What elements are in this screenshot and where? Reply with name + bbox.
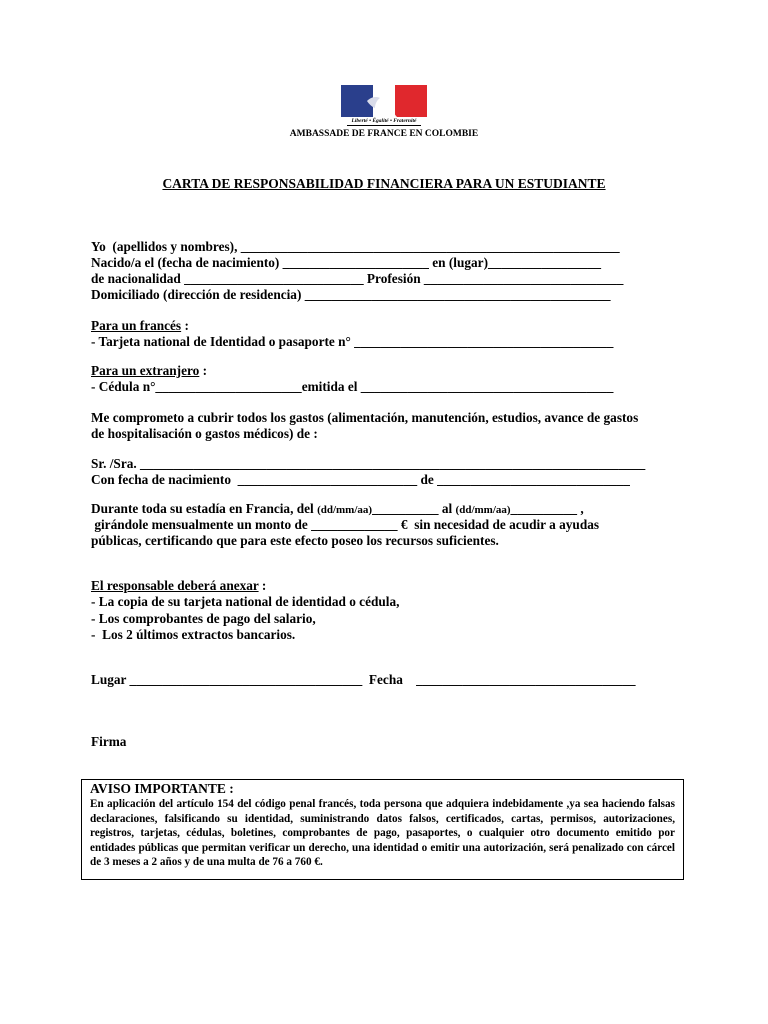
- frances-heading-text: Para un francés: [91, 318, 182, 333]
- compromiso-line-1: Me comprometo a cubrir todos los gastos (alimentación, manutención, estudios, avance de gastos: [91, 410, 639, 425]
- estadia-line-1[interactable]: [91, 501, 584, 518]
- extranjero-heading: [91, 363, 207, 379]
- identity-address-line[interactable]: Domiciliado (dirección de residencia) ______________________________________________: [91, 287, 611, 302]
- motto-divider: [347, 125, 421, 126]
- lugar-fecha-line[interactable]: Lugar ___________________________________ Fecha _________________________________: [91, 672, 636, 687]
- estadia-line-2[interactable]: girándole mensualmente un monto de _____________ € sin necesidad de acudir a ayudas: [91, 517, 600, 532]
- aviso-importante-box: [81, 779, 684, 880]
- beneficiario-name-line[interactable]: Sr. /Sra. ____________________________________________________________________________: [91, 456, 646, 471]
- identity-name-line[interactable]: Yo (apellidos y nombres), _________________________________________________________: [91, 239, 620, 254]
- extranjero-heading-colon: :: [199, 363, 208, 378]
- document-title: [0, 176, 768, 192]
- motto-text: Liberté • Égalité • Fraternité: [351, 118, 417, 124]
- aviso-text: En aplicación del artículo 154 del código penal francés, toda persona que adquiera indebidamente ,ya sea haciendo falsas declaraciones, falsificando su identidad, suministrando datos falsos, certificados, cartas, permisos, autorizaciones, registros, tarjetas, cédulas, boletines, comprobantes de pago, pasaportes, o cualquier otro documento emitido por entidades públicas que permitan verificar un derecho, una identidad o emitir una autorización, será penalizado con cárcel de 3 meses a 2 años y de una multa de 76 a 760 €.: [90, 798, 675, 869]
- anexar-heading-text: El responsable deberá anexar: [91, 578, 259, 593]
- estadia-text-e: __________ ,: [510, 501, 584, 516]
- identity-nationality-line[interactable]: de nacionalidad ___________________________ Profesión ______________________________: [91, 271, 624, 286]
- identity-birth-line[interactable]: Nacido/a el (fecha de nacimiento) ______________________ en (lugar)_________________: [91, 255, 602, 270]
- estadia-line-3: públicas, certificando que para este efecto poseo los recursos suficientes.: [91, 533, 499, 548]
- estadia-format-from: (dd/mm/aa): [317, 504, 373, 516]
- aviso-title: AVISO IMPORTANTE :: [90, 781, 234, 796]
- tricolor-flag-icon: [341, 85, 427, 117]
- document-title-text: CARTA DE RESPONSABILIDAD FINANCIERA PARA UN ESTUDIANTE: [162, 176, 606, 191]
- frances-heading-colon: :: [181, 318, 189, 333]
- beneficiario-birth-line[interactable]: Con fecha de nacimiento ___________________________ de _____________________________: [91, 472, 630, 487]
- anexar-item-3: - Los 2 últimos extractos bancarios.: [91, 627, 296, 642]
- firma-label: Firma: [91, 734, 127, 749]
- compromiso-line-2: de hospitalisación o gastos médicos) de :: [91, 426, 318, 441]
- anexar-item-1: - La copia de su tarjeta national de identidad o cédula,: [91, 594, 400, 609]
- republique-francaise-logo: [341, 85, 427, 125]
- frances-id-line[interactable]: - Tarjeta national de Identidad o pasaporte n° _______________________________________: [91, 334, 614, 349]
- estadia-format-to: (dd/mm/aa): [455, 504, 511, 516]
- anexar-heading-colon: :: [258, 578, 267, 593]
- estadia-text-c: __________ al: [372, 501, 456, 516]
- extranjero-heading-text: Para un extranjero: [91, 363, 200, 378]
- extranjero-id-line[interactable]: - Cédula n°______________________emitida el ______________________________________: [91, 379, 614, 394]
- anexar-item-2: - Los comprobantes de pago del salario,: [91, 611, 316, 626]
- marianne-profile-icon: [359, 87, 399, 117]
- embassy-name: AMBASSADE DE FRANCE EN COLOMBIE: [289, 129, 479, 139]
- estadia-text-a: Durante toda su estadía en Francia, del: [91, 501, 318, 516]
- frances-heading: [91, 318, 189, 334]
- anexar-heading: [91, 578, 266, 594]
